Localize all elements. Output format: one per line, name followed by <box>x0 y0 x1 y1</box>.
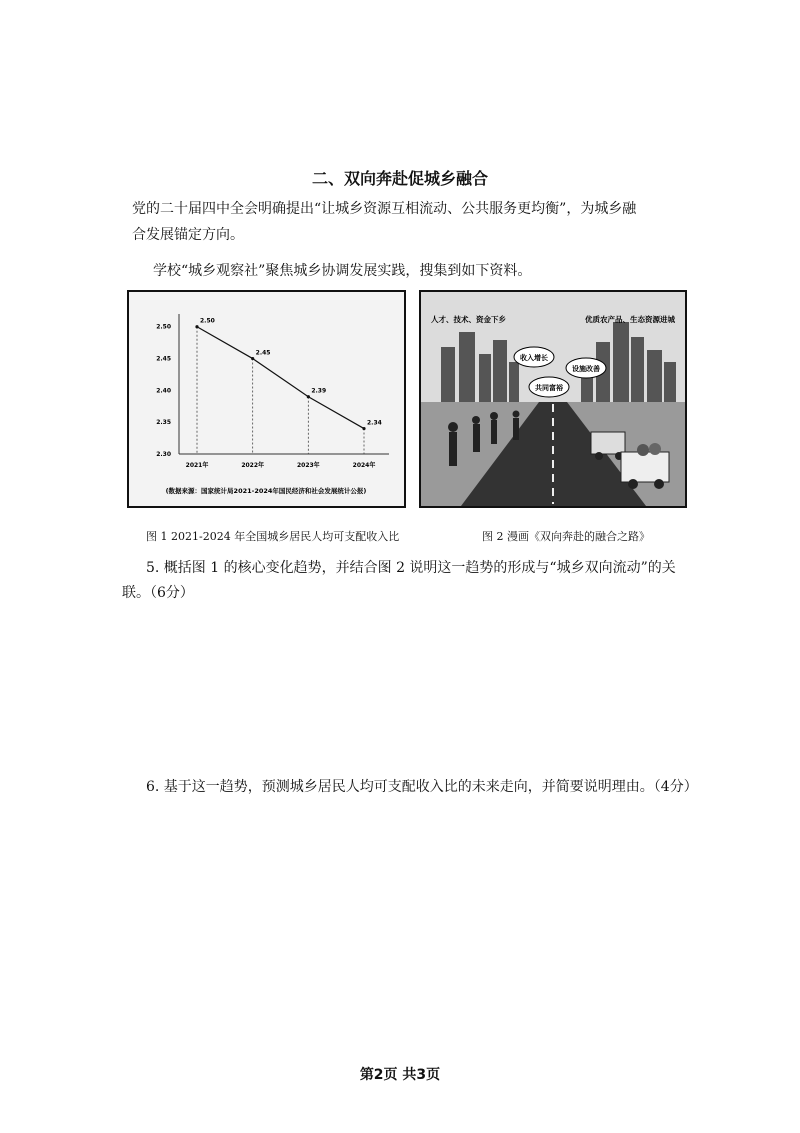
data-point <box>307 395 310 398</box>
figure-1-chart <box>127 290 406 508</box>
data-point <box>251 357 254 360</box>
question-5-line-1: 5. 概括图 1 的核心变化趋势，并结合图 2 说明这一趋势的形成与“城乡双向流动”的关 <box>146 560 676 576</box>
chart-source-note: (数据来源：国家统计局2021-2024年国民经济和社会发展统计公报) <box>165 487 367 495</box>
question-5-line-2: 联。（6分） <box>122 585 194 601</box>
svg-text:设施改善: 设施改善 <box>572 365 600 373</box>
figure-1-caption: 图 1 2021-2024 年全国城乡居民人均可支配收入比 <box>146 530 400 543</box>
x-tick-label: 2021年 <box>185 462 209 469</box>
comic-illustration <box>421 292 685 506</box>
question-6: 6. 基于这一趋势，预测城乡居民人均可支配收入比的未来走向，并简要说明理由。（4分） <box>146 779 698 795</box>
speech-bubble-1 <box>514 347 554 367</box>
x-tick-label: 2024年 <box>352 462 376 469</box>
intro-line-2: 合发展锚定方向。 <box>132 227 244 243</box>
data-point <box>195 325 198 328</box>
page-footer: 第2页 共3页 <box>359 1067 441 1083</box>
data-label: 2.45 <box>255 349 271 357</box>
figure-2-caption: 图 2 漫画《双向奔赴的融合之路》 <box>482 530 650 543</box>
speech-bubble-3 <box>529 377 569 397</box>
y-tick-label: 2.30 <box>156 451 171 458</box>
comic-label-left: 人才、技术、资金下乡 <box>431 315 506 324</box>
intro-line-3: 学校“城乡观察社”聚焦城乡协调发展实践，搜集到如下资料。 <box>153 263 532 279</box>
x-tick-label: 2022年 <box>241 462 265 469</box>
y-tick-label: 2.45 <box>156 355 171 363</box>
y-tick-label: 2.35 <box>156 419 171 427</box>
speech-bubble-2 <box>566 358 606 378</box>
series-line <box>197 327 364 429</box>
data-label: 2.39 <box>311 387 327 395</box>
section-title: 二、双向奔赴促城乡融合 <box>311 169 488 188</box>
svg-text:收入增长: 收入增长 <box>520 354 548 362</box>
svg-text:共同富裕: 共同富裕 <box>535 384 563 392</box>
data-label: 2.50 <box>200 317 215 325</box>
figure-2-comic <box>419 290 687 508</box>
data-label: 2.34 <box>367 419 382 427</box>
y-tick-label: 2.50 <box>156 323 171 331</box>
x-tick-label: 2023年 <box>296 462 320 469</box>
y-tick-label: 2.40 <box>156 387 171 395</box>
line-chart <box>129 292 404 506</box>
data-point <box>362 427 365 430</box>
intro-line-1: 党的二十届四中全会明确提出“让城乡资源互相流动、公共服务更均衡”，为城乡融 <box>132 201 637 217</box>
comic-label-right: 优质农产品、生态资源进城 <box>585 315 675 324</box>
